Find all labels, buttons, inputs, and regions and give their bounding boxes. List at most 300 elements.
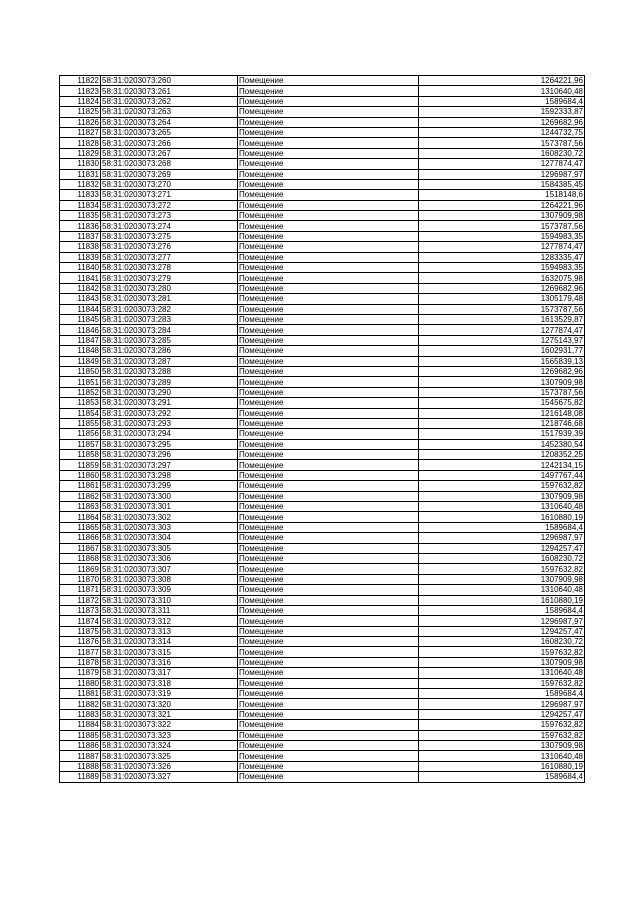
row-number-cell: 11880 [60,678,101,688]
row-number-cell: 11846 [60,325,101,335]
table-row [60,491,585,501]
row-number-cell: 11861 [60,481,101,491]
cadastral-value-cell: 1597632,82 [419,647,585,657]
table-row [60,647,585,657]
table-row [60,678,585,688]
cadastral-number-cell: 58:31:0203073:310 [101,595,238,605]
cadastral-number-cell: 58:31:0203073:322 [101,720,238,730]
row-number-cell: 11829 [60,148,101,158]
row-number-cell: 11882 [60,699,101,709]
table-row [60,751,585,761]
cadastral-value-cell: 1244732,75 [419,127,585,137]
table-row [60,439,585,449]
object-type-cell: Помещение [238,169,419,179]
row-number-cell: 11845 [60,314,101,324]
object-type-cell: Помещение [238,709,419,719]
cadastral-value-cell: 1305179,48 [419,294,585,304]
object-type-cell: Помещение [238,564,419,574]
row-number-cell: 11868 [60,553,101,563]
object-type-cell: Помещение [238,242,419,252]
cadastral-value-cell: 1310640,48 [419,668,585,678]
row-number-cell: 11859 [60,460,101,470]
cadastral-number-cell: 58:31:0203073:321 [101,709,238,719]
table-row [60,512,585,522]
cadastral-value-cell: 1597632,82 [419,481,585,491]
cadastral-number-cell: 58:31:0203073:278 [101,263,238,273]
cadastral-value-cell: 1294257,47 [419,543,585,553]
table-row [60,314,585,324]
cadastral-value-cell: 1597632,82 [419,678,585,688]
cadastral-value-cell: 1307909,98 [419,211,585,221]
cadastral-value-cell: 1283335,47 [419,252,585,262]
object-type-cell: Помещение [238,512,419,522]
cadastral-value-cell: 1573787,56 [419,387,585,397]
object-type-cell: Помещение [238,179,419,189]
cadastral-value-cell: 1294257,47 [419,626,585,636]
table-row [60,273,585,283]
cadastral-value-cell: 1565839,13 [419,356,585,366]
cadastral-number-cell: 58:31:0203073:269 [101,169,238,179]
cadastral-number-cell: 58:31:0203073:315 [101,647,238,657]
object-type-cell: Помещение [238,491,419,501]
cadastral-number-cell: 58:31:0203073:305 [101,543,238,553]
table-row [60,377,585,387]
table-row [60,221,585,231]
cadastral-number-cell: 58:31:0203073:303 [101,522,238,532]
cadastral-value-cell: 1545675,82 [419,398,585,408]
table-row [60,720,585,730]
row-number-cell: 11838 [60,242,101,252]
cadastral-value-cell: 1589684,4 [419,689,585,699]
object-type-cell: Помещение [238,273,419,283]
cadastral-value-cell: 1573787,56 [419,221,585,231]
object-type-cell: Помещение [238,522,419,532]
object-type-cell: Помещение [238,138,419,148]
cadastral-value-cell: 1573787,56 [419,138,585,148]
table-row [60,429,585,439]
object-type-cell: Помещение [238,699,419,709]
row-number-cell: 11884 [60,720,101,730]
table-row [60,605,585,615]
table-row [60,668,585,678]
cadastral-number-cell: 58:31:0203073:280 [101,283,238,293]
object-type-cell: Помещение [238,689,419,699]
row-number-cell: 11836 [60,221,101,231]
row-number-cell: 11881 [60,689,101,699]
object-type-cell: Помещение [238,543,419,553]
object-type-cell: Помещение [238,761,419,771]
object-type-cell: Помещение [238,626,419,636]
cadastral-value-cell: 1310640,48 [419,585,585,595]
cadastral-value-cell: 1632075,98 [419,273,585,283]
object-type-cell: Помещение [238,366,419,376]
object-type-cell: Помещение [238,294,419,304]
row-number-cell: 11888 [60,761,101,771]
row-number-cell: 11851 [60,377,101,387]
table-row [60,553,585,563]
cadastral-number-cell: 58:31:0203073:289 [101,377,238,387]
cadastral-value-cell: 1497767,44 [419,470,585,480]
table-row [60,585,585,595]
row-number-cell: 11850 [60,366,101,376]
table-row [60,283,585,293]
cadastral-value-cell: 1594983,35 [419,263,585,273]
cadastral-number-cell: 58:31:0203073:291 [101,398,238,408]
object-type-cell: Помещение [238,439,419,449]
row-number-cell: 11866 [60,533,101,543]
object-type-cell: Помещение [238,398,419,408]
table-row [60,709,585,719]
row-number-cell: 11825 [60,107,101,117]
cadastral-number-cell: 58:31:0203073:302 [101,512,238,522]
table-row [60,398,585,408]
table-row [60,564,585,574]
object-type-cell: Помещение [238,346,419,356]
object-type-cell: Помещение [238,668,419,678]
cadastral-value-cell: 1208352,25 [419,450,585,460]
row-number-cell: 11877 [60,647,101,657]
table-row [60,689,585,699]
table-row [60,574,585,584]
object-type-cell: Помещение [238,553,419,563]
row-number-cell: 11867 [60,543,101,553]
row-number-cell: 11847 [60,335,101,345]
object-type-cell: Помещение [238,450,419,460]
cadastral-number-cell: 58:31:0203073:301 [101,502,238,512]
object-type-cell: Помещение [238,605,419,615]
table-row [60,502,585,512]
table-row [60,616,585,626]
row-number-cell: 11832 [60,179,101,189]
cadastral-number-cell: 58:31:0203073:283 [101,314,238,324]
object-type-cell: Помещение [238,418,419,428]
cadastral-value-cell: 1592333,87 [419,107,585,117]
cadastral-number-cell: 58:31:0203073:300 [101,491,238,501]
row-number-cell: 11873 [60,605,101,615]
object-type-cell: Помещение [238,314,419,324]
table-row [60,470,585,480]
object-type-cell: Помещение [238,481,419,491]
table-row [60,637,585,647]
cadastral-number-cell: 58:31:0203073:316 [101,657,238,667]
row-number-cell: 11876 [60,637,101,647]
object-type-cell: Помещение [238,356,419,366]
object-type-cell: Помещение [238,377,419,387]
table-row [60,408,585,418]
table-row [60,335,585,345]
row-number-cell: 11869 [60,564,101,574]
table-row [60,626,585,636]
row-number-cell: 11864 [60,512,101,522]
cadastral-number-cell: 58:31:0203073:275 [101,231,238,241]
cadastral-number-cell: 58:31:0203073:287 [101,356,238,366]
object-type-cell: Помещение [238,107,419,117]
cadastral-value-cell: 1584385,45 [419,179,585,189]
row-number-cell: 11883 [60,709,101,719]
table-row [60,325,585,335]
object-type-cell: Помещение [238,678,419,688]
cadastral-value-cell: 1296987,97 [419,699,585,709]
table-row [60,231,585,241]
table-row [60,179,585,189]
cadastral-number-cell: 58:31:0203073:324 [101,741,238,751]
object-type-cell: Помещение [238,127,419,137]
table-row [60,294,585,304]
row-number-cell: 11835 [60,211,101,221]
row-number-cell: 11863 [60,502,101,512]
table-body [60,76,585,783]
table-row [60,543,585,553]
object-type-cell: Помещение [238,252,419,262]
table-row [60,533,585,543]
table-row [60,200,585,210]
object-type-cell: Помещение [238,190,419,200]
object-type-cell: Помещение [238,720,419,730]
cadastral-value-cell: 1517939,39 [419,429,585,439]
row-number-cell: 11830 [60,159,101,169]
row-number-cell: 11840 [60,263,101,273]
object-type-cell: Помещение [238,96,419,106]
cadastral-number-cell: 58:31:0203073:298 [101,470,238,480]
row-number-cell: 11875 [60,626,101,636]
row-number-cell: 11879 [60,668,101,678]
table-row [60,169,585,179]
cadastral-number-cell: 58:31:0203073:281 [101,294,238,304]
cadastral-value-cell: 1307909,98 [419,657,585,667]
table-row [60,127,585,137]
cadastral-value-cell: 1264221,96 [419,200,585,210]
cadastral-value-cell: 1277874,47 [419,325,585,335]
cadastral-number-cell: 58:31:0203073:313 [101,626,238,636]
cadastral-value-cell: 1610880,19 [419,595,585,605]
cadastral-value-cell: 1242134,15 [419,460,585,470]
cadastral-number-cell: 58:31:0203073:312 [101,616,238,626]
row-number-cell: 11842 [60,283,101,293]
row-number-cell: 11862 [60,491,101,501]
table-row [60,252,585,262]
cadastral-value-cell: 1597632,82 [419,730,585,740]
cadastral-value-cell: 1589684,4 [419,96,585,106]
table-row [60,304,585,314]
table-row [60,148,585,158]
table-row [60,107,585,117]
cadastral-number-cell: 58:31:0203073:260 [101,76,238,86]
row-number-cell: 11853 [60,398,101,408]
cadastral-number-cell: 58:31:0203073:265 [101,127,238,137]
cadastral-number-cell: 58:31:0203073:327 [101,772,238,782]
cadastral-value-cell: 1613529,87 [419,314,585,324]
cadastral-number-cell: 58:31:0203073:308 [101,574,238,584]
object-type-cell: Помещение [238,751,419,761]
object-type-cell: Помещение [238,741,419,751]
cadastral-value-cell: 1310640,48 [419,751,585,761]
row-number-cell: 11839 [60,252,101,262]
cadastral-number-cell: 58:31:0203073:262 [101,96,238,106]
cadastral-number-cell: 58:31:0203073:292 [101,408,238,418]
table-row [60,346,585,356]
cadastral-number-cell: 58:31:0203073:293 [101,418,238,428]
cadastral-number-cell: 58:31:0203073:284 [101,325,238,335]
row-number-cell: 11841 [60,273,101,283]
row-number-cell: 11885 [60,730,101,740]
row-number-cell: 11856 [60,429,101,439]
cadastral-value-cell: 1589684,4 [419,605,585,615]
object-type-cell: Помещение [238,86,419,96]
cadastral-number-cell: 58:31:0203073:267 [101,148,238,158]
cadastral-number-cell: 58:31:0203073:317 [101,668,238,678]
object-type-cell: Помещение [238,159,419,169]
row-number-cell: 11870 [60,574,101,584]
cadastral-number-cell: 58:31:0203073:271 [101,190,238,200]
table-row [60,730,585,740]
cadastral-number-cell: 58:31:0203073:263 [101,107,238,117]
cadastral-value-cell: 1269682,96 [419,283,585,293]
row-number-cell: 11872 [60,595,101,605]
object-type-cell: Помещение [238,585,419,595]
property-table [59,75,585,783]
cadastral-value-cell: 1594983,35 [419,231,585,241]
table-row [60,96,585,106]
object-type-cell: Помещение [238,730,419,740]
row-number-cell: 11858 [60,450,101,460]
cadastral-number-cell: 58:31:0203073:326 [101,761,238,771]
object-type-cell: Помещение [238,221,419,231]
object-type-cell: Помещение [238,387,419,397]
row-number-cell: 11865 [60,522,101,532]
cadastral-number-cell: 58:31:0203073:274 [101,221,238,231]
table-row [60,138,585,148]
row-number-cell: 11837 [60,231,101,241]
table-row [60,460,585,470]
row-number-cell: 11824 [60,96,101,106]
table-row [60,263,585,273]
cadastral-value-cell: 1518148,6 [419,190,585,200]
object-type-cell: Помещение [238,647,419,657]
row-number-cell: 11831 [60,169,101,179]
row-number-cell: 11843 [60,294,101,304]
cadastral-value-cell: 1610880,19 [419,761,585,771]
table-row [60,387,585,397]
table-row [60,522,585,532]
cadastral-number-cell: 58:31:0203073:264 [101,117,238,127]
table-row [60,761,585,771]
table-row [60,211,585,221]
table-row [60,190,585,200]
table-row [60,481,585,491]
cadastral-number-cell: 58:31:0203073:273 [101,211,238,221]
row-number-cell: 11833 [60,190,101,200]
cadastral-value-cell: 1452380,54 [419,439,585,449]
cadastral-number-cell: 58:31:0203073:282 [101,304,238,314]
cadastral-value-cell: 1277874,47 [419,159,585,169]
object-type-cell: Помещение [238,335,419,345]
table-row [60,772,585,782]
cadastral-number-cell: 58:31:0203073:294 [101,429,238,439]
cadastral-value-cell: 1573787,56 [419,304,585,314]
cadastral-number-cell: 58:31:0203073:295 [101,439,238,449]
row-number-cell: 11860 [60,470,101,480]
object-type-cell: Помещение [238,772,419,782]
object-type-cell: Помещение [238,429,419,439]
table-row [60,356,585,366]
cadastral-number-cell: 58:31:0203073:304 [101,533,238,543]
cadastral-number-cell: 58:31:0203073:299 [101,481,238,491]
cadastral-number-cell: 58:31:0203073:325 [101,751,238,761]
cadastral-number-cell: 58:31:0203073:266 [101,138,238,148]
cadastral-value-cell: 1602931,77 [419,346,585,356]
cadastral-value-cell: 1269682,96 [419,366,585,376]
table-row [60,86,585,96]
cadastral-number-cell: 58:31:0203073:288 [101,366,238,376]
cadastral-number-cell: 58:31:0203073:277 [101,252,238,262]
cadastral-value-cell: 1269682,96 [419,117,585,127]
cadastral-number-cell: 58:31:0203073:307 [101,564,238,574]
cadastral-value-cell: 1597632,82 [419,564,585,574]
table-row [60,595,585,605]
cadastral-number-cell: 58:31:0203073:270 [101,179,238,189]
object-type-cell: Помещение [238,657,419,667]
table-row [60,418,585,428]
cadastral-value-cell: 1610880,19 [419,512,585,522]
cadastral-value-cell: 1589684,4 [419,772,585,782]
object-type-cell: Помещение [238,637,419,647]
row-number-cell: 11823 [60,86,101,96]
row-number-cell: 11889 [60,772,101,782]
object-type-cell: Помещение [238,408,419,418]
cadastral-value-cell: 1218746,68 [419,418,585,428]
cadastral-number-cell: 58:31:0203073:311 [101,605,238,615]
object-type-cell: Помещение [238,460,419,470]
object-type-cell: Помещение [238,574,419,584]
cadastral-value-cell: 1294257,47 [419,709,585,719]
row-number-cell: 11857 [60,439,101,449]
cadastral-number-cell: 58:31:0203073:318 [101,678,238,688]
cadastral-number-cell: 58:31:0203073:323 [101,730,238,740]
cadastral-value-cell: 1608230,72 [419,148,585,158]
cadastral-number-cell: 58:31:0203073:309 [101,585,238,595]
table-row [60,242,585,252]
object-type-cell: Помещение [238,470,419,480]
row-number-cell: 11878 [60,657,101,667]
row-number-cell: 11834 [60,200,101,210]
cadastral-value-cell: 1310640,48 [419,86,585,96]
cadastral-value-cell: 1597632,82 [419,720,585,730]
table-row [60,741,585,751]
cadastral-number-cell: 58:31:0203073:306 [101,553,238,563]
table-row [60,657,585,667]
cadastral-number-cell: 58:31:0203073:268 [101,159,238,169]
row-number-cell: 11871 [60,585,101,595]
row-number-cell: 11886 [60,741,101,751]
row-number-cell: 11854 [60,408,101,418]
cadastral-number-cell: 58:31:0203073:261 [101,86,238,96]
cadastral-number-cell: 58:31:0203073:285 [101,335,238,345]
cadastral-value-cell: 1307909,98 [419,491,585,501]
row-number-cell: 11848 [60,346,101,356]
object-type-cell: Помещение [238,304,419,314]
row-number-cell: 11874 [60,616,101,626]
cadastral-value-cell: 1307909,98 [419,574,585,584]
row-number-cell: 11844 [60,304,101,314]
object-type-cell: Помещение [238,533,419,543]
object-type-cell: Помещение [238,117,419,127]
row-number-cell: 11828 [60,138,101,148]
table-row [60,699,585,709]
object-type-cell: Помещение [238,263,419,273]
row-number-cell: 11849 [60,356,101,366]
cadastral-number-cell: 58:31:0203073:290 [101,387,238,397]
object-type-cell: Помещение [238,211,419,221]
